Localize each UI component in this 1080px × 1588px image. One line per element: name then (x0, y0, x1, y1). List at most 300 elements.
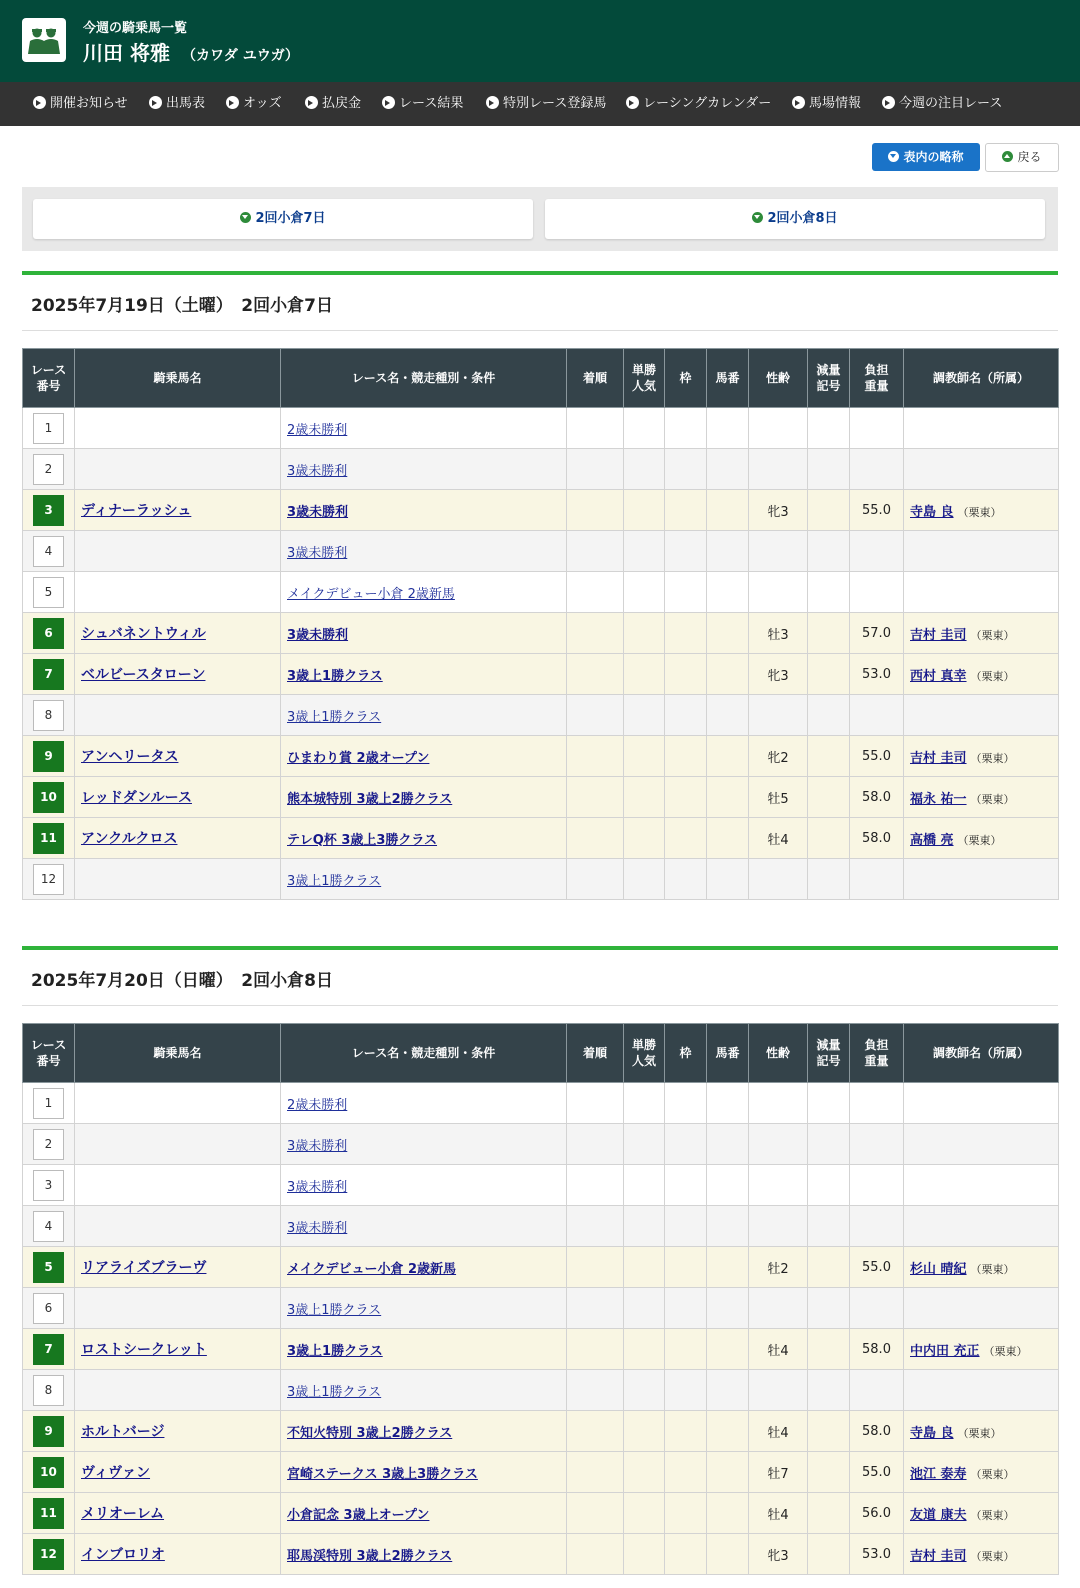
weight-cell (850, 859, 904, 900)
horse-number-cell (707, 736, 749, 777)
race-link[interactable]: 3歳上1勝クラス (287, 1302, 382, 1318)
reduction-cell (808, 1083, 850, 1124)
race-link[interactable]: 3歳上1勝クラス (287, 709, 382, 725)
race-link[interactable]: 3歳上1勝クラス (287, 668, 383, 684)
column-header-reduction: 減量 記号 (808, 349, 850, 408)
reduction-cell (808, 736, 850, 777)
race-link[interactable]: 小倉記念 3歳上オープン (287, 1507, 430, 1523)
race-number-badge: 10 (33, 1457, 64, 1488)
race-number-cell (23, 654, 75, 695)
horse-link[interactable]: メリオーレム (81, 1506, 165, 1522)
horse-cell (75, 695, 281, 736)
race-number-badge: 5 (33, 1252, 64, 1283)
race-cell (281, 613, 567, 654)
frame-cell (665, 1329, 707, 1370)
column-header-trainer: 調教師名（所属） (904, 1024, 1059, 1083)
trainer-cell (904, 490, 1059, 531)
race-link[interactable]: 2歳未勝利 (287, 422, 348, 438)
race-cell (281, 1329, 567, 1370)
weight-cell (850, 695, 904, 736)
trainer-cell (904, 1083, 1059, 1124)
trainer-affiliation: （栗東） (970, 1549, 1015, 1563)
race-link[interactable]: 3歳上1勝クラス (287, 1384, 382, 1400)
chevron-down-icon (752, 212, 763, 223)
reduction-cell (808, 1329, 850, 1370)
horse-number-cell (707, 531, 749, 572)
horse-cell (75, 654, 281, 695)
weight-cell (850, 1083, 904, 1124)
race-number-badge: 2 (33, 454, 64, 485)
finish-cell (567, 859, 624, 900)
race-link[interactable]: テレQ杯 3歳上3勝クラス (287, 832, 438, 848)
popularity-cell (624, 490, 665, 531)
race-number-badge: 6 (33, 618, 64, 649)
race-cell (281, 1083, 567, 1124)
finish-cell (567, 1452, 624, 1493)
race-link[interactable]: 不知火特別 3歳上2勝クラス (287, 1425, 453, 1441)
trainer-cell (904, 1247, 1059, 1288)
popularity-cell (624, 1206, 665, 1247)
table-row (23, 1206, 1059, 1247)
section-divider (22, 271, 1058, 275)
table-row (23, 408, 1059, 449)
reduction-cell (808, 1493, 850, 1534)
horse-link[interactable]: リアライズブラーヴ (81, 1260, 207, 1276)
finish-cell (567, 736, 624, 777)
horse-cell (75, 1370, 281, 1411)
horse-number-cell (707, 1206, 749, 1247)
race-cell (281, 490, 567, 531)
horse-number-cell (707, 449, 749, 490)
horse-link[interactable]: アンヘリータス (81, 749, 179, 765)
horse-cell (75, 1288, 281, 1329)
reduction-cell (808, 777, 850, 818)
sex-age-cell (749, 449, 808, 490)
finish-cell (567, 531, 624, 572)
frame-cell (665, 1534, 707, 1575)
horse-number-cell (707, 818, 749, 859)
reduction-cell (808, 1165, 850, 1206)
popularity-cell (624, 1411, 665, 1452)
chevron-right-icon (305, 96, 318, 109)
horse-cell (75, 736, 281, 777)
trainer-cell (904, 1124, 1059, 1165)
back-button[interactable]: 戻る (985, 143, 1059, 172)
nav-item-featured[interactable]: 今週の注目レース (882, 82, 1002, 126)
race-number-cell (23, 1329, 75, 1370)
race-link[interactable]: 3歳未勝利 (287, 627, 349, 643)
race-cell (281, 1124, 567, 1165)
race-number-cell (23, 695, 75, 736)
race-number-cell (23, 1411, 75, 1452)
page-subtitle: 今週の騎乗馬一覧 (83, 21, 188, 36)
race-link[interactable]: 3歳未勝利 (287, 1138, 348, 1154)
reduction-cell (808, 408, 850, 449)
race-cell (281, 408, 567, 449)
finish-cell (567, 613, 624, 654)
horse-number-cell (707, 695, 749, 736)
trainer-link[interactable]: 吉村 圭司 (910, 750, 967, 766)
popularity-cell (624, 1493, 665, 1534)
frame-cell (665, 777, 707, 818)
sex-age-cell: 牝3 (749, 1534, 808, 1575)
finish-cell (567, 490, 624, 531)
race-cell (281, 1493, 567, 1534)
race-link[interactable]: 2歳未勝利 (287, 1097, 348, 1113)
weight-cell: 55.0 (850, 1452, 904, 1493)
sex-age-cell: 牡4 (749, 818, 808, 859)
table-row (23, 531, 1059, 572)
table-row (23, 1452, 1059, 1493)
horse-link[interactable]: ヴィヴァン (81, 1465, 151, 1481)
trainer-cell (904, 531, 1059, 572)
race-number-cell (23, 1493, 75, 1534)
race-number-badge: 1 (33, 413, 64, 444)
trainer-link[interactable]: 西村 真幸 (910, 668, 967, 684)
frame-cell (665, 818, 707, 859)
race-link[interactable]: 宮崎ステークス 3歳上3勝クラス (287, 1466, 478, 1482)
trainer-cell (904, 654, 1059, 695)
popularity-cell (624, 1329, 665, 1370)
column-header-horse: 騎乗馬名 (75, 1024, 281, 1083)
sex-age-cell (749, 1124, 808, 1165)
table-row (23, 1411, 1059, 1452)
race-cell (281, 531, 567, 572)
race-cell (281, 695, 567, 736)
table-row (23, 654, 1059, 695)
weight-cell: 56.0 (850, 1493, 904, 1534)
table-row (23, 613, 1059, 654)
horse-cell (75, 408, 281, 449)
race-number-cell (23, 1083, 75, 1124)
finish-cell (567, 1493, 624, 1534)
trainer-link[interactable]: 中内田 充正 (910, 1343, 980, 1359)
finish-cell (567, 572, 624, 613)
trainer-link[interactable]: 池江 泰寿 (910, 1466, 967, 1482)
reduction-cell (808, 572, 850, 613)
weight-cell (850, 572, 904, 613)
column-header-horse: 騎乗馬名 (75, 349, 281, 408)
sex-age-cell (749, 1083, 808, 1124)
race-number-cell (23, 531, 75, 572)
frame-cell (665, 859, 707, 900)
race-table (22, 1023, 1059, 1575)
reduction-cell (808, 613, 850, 654)
table-row (23, 1534, 1059, 1575)
horse-link[interactable]: インブロリオ (81, 1547, 165, 1563)
sex-age-cell (749, 695, 808, 736)
race-number-badge: 12 (33, 864, 64, 895)
frame-cell (665, 1083, 707, 1124)
race-number-cell (23, 777, 75, 818)
column-header-horse-no: 馬番 (707, 349, 749, 408)
weight-cell: 57.0 (850, 613, 904, 654)
finish-cell (567, 1534, 624, 1575)
finish-cell (567, 1083, 624, 1124)
frame-cell (665, 1411, 707, 1452)
chevron-right-icon (149, 96, 162, 109)
frame-cell (665, 736, 707, 777)
reduction-cell (808, 695, 850, 736)
column-header-sex-age: 性齢 (749, 1024, 808, 1083)
race-cell (281, 449, 567, 490)
trainer-affiliation: （栗東） (970, 628, 1015, 642)
trainer-link[interactable]: 友道 康夫 (910, 1507, 967, 1523)
reduction-cell (808, 1247, 850, 1288)
trainer-cell (904, 1534, 1059, 1575)
frame-cell (665, 1452, 707, 1493)
frame-cell (665, 1206, 707, 1247)
race-number-cell (23, 613, 75, 654)
table-row (23, 818, 1059, 859)
race-link[interactable]: 3歳未勝利 (287, 504, 349, 520)
nav-item-shutuba[interactable]: 出馬表 (149, 82, 205, 126)
trainer-affiliation: （栗東） (983, 1344, 1028, 1358)
race-number-badge: 11 (33, 823, 64, 854)
race-number-badge: 10 (33, 782, 64, 813)
nav-item-haraimodoshi[interactable]: 払戻金 (305, 82, 361, 126)
chevron-down-icon (888, 151, 899, 162)
horse-link[interactable]: ディナーラッシュ (81, 503, 192, 519)
nav-item-track-info[interactable]: 馬場情報 (792, 82, 861, 126)
trainer-link[interactable]: 吉村 圭司 (910, 1548, 967, 1564)
chevron-right-icon (382, 96, 395, 109)
abbreviations-button[interactable]: 表内の略称 (872, 143, 980, 171)
horse-number-cell (707, 1452, 749, 1493)
race-number-badge: 8 (33, 1375, 64, 1406)
popularity-cell (624, 1370, 665, 1411)
reduction-cell (808, 1288, 850, 1329)
race-link[interactable]: 3歳未勝利 (287, 463, 348, 479)
weight-cell (850, 1370, 904, 1411)
column-header-race: レース名・競走種別・条件 (281, 349, 567, 408)
horse-number-cell (707, 1493, 749, 1534)
horse-cell (75, 1083, 281, 1124)
popularity-cell (624, 777, 665, 818)
race-number-badge: 4 (33, 1211, 64, 1242)
weight-cell: 55.0 (850, 736, 904, 777)
frame-cell (665, 1288, 707, 1329)
chevron-right-icon (882, 96, 895, 109)
trainer-link[interactable]: 吉村 圭司 (910, 627, 967, 643)
sex-age-cell: 牝2 (749, 736, 808, 777)
trainer-link[interactable]: 寺島 良 (910, 504, 954, 520)
horse-cell (75, 531, 281, 572)
race-cell (281, 1247, 567, 1288)
reduction-cell (808, 1452, 850, 1493)
sex-age-cell (749, 1370, 808, 1411)
sex-age-cell (749, 531, 808, 572)
frame-cell (665, 1493, 707, 1534)
section-title: 2025年7月19日（土曜） 2回小倉7日 (31, 296, 333, 316)
weight-cell: 58.0 (850, 777, 904, 818)
horse-cell (75, 572, 281, 613)
race-number-cell (23, 736, 75, 777)
race-cell (281, 1288, 567, 1329)
weight-cell (850, 449, 904, 490)
trainer-affiliation: （栗東） (970, 792, 1015, 806)
frame-cell (665, 449, 707, 490)
race-link[interactable]: ひまわり賞 2歳オープン (287, 750, 430, 766)
horse-number-cell (707, 859, 749, 900)
horse-link[interactable]: ホルトバージ (81, 1424, 165, 1440)
weight-cell: 55.0 (850, 1247, 904, 1288)
race-cell (281, 1534, 567, 1575)
finish-cell (567, 1165, 624, 1206)
column-header-weight: 負担 重量 (850, 349, 904, 408)
horse-number-cell (707, 1288, 749, 1329)
race-cell (281, 859, 567, 900)
race-cell (281, 1452, 567, 1493)
popularity-cell (624, 736, 665, 777)
race-link[interactable]: 3歳未勝利 (287, 1220, 348, 1236)
reduction-cell (808, 1534, 850, 1575)
frame-cell (665, 1124, 707, 1165)
race-link[interactable]: 3歳上1勝クラス (287, 873, 382, 889)
race-link[interactable]: メイクデビュー小倉 2歳新馬 (287, 586, 455, 602)
tab-day-8[interactable]: 2回小倉8日 (545, 199, 1045, 239)
frame-cell (665, 1165, 707, 1206)
race-number-cell (23, 1124, 75, 1165)
sex-age-cell: 牡4 (749, 1493, 808, 1534)
race-number-cell (23, 490, 75, 531)
trainer-affiliation: （栗東） (957, 833, 1002, 847)
race-link[interactable]: 3歳未勝利 (287, 545, 348, 561)
popularity-cell (624, 572, 665, 613)
nav-item-results[interactable]: レース結果 (382, 82, 463, 126)
trainer-affiliation: （栗東） (970, 751, 1015, 765)
trainer-affiliation: （栗東） (957, 1426, 1002, 1440)
horse-link[interactable]: ロストシークレット (81, 1342, 207, 1358)
table-row (23, 1288, 1059, 1329)
reduction-cell (808, 1370, 850, 1411)
race-number-cell (23, 1288, 75, 1329)
weight-cell (850, 1124, 904, 1165)
popularity-cell (624, 449, 665, 490)
sex-age-cell (749, 859, 808, 900)
horse-cell (75, 1452, 281, 1493)
race-link[interactable]: 耶馬渓特別 3歳上2勝クラス (287, 1548, 453, 1564)
finish-cell (567, 1247, 624, 1288)
sex-age-cell (749, 572, 808, 613)
sex-age-cell (749, 1165, 808, 1206)
tab-day-7[interactable]: 2回小倉7日 (33, 199, 533, 239)
horse-cell (75, 1329, 281, 1370)
race-number-badge: 7 (33, 659, 64, 690)
trainer-link[interactable]: 杉山 晴紀 (910, 1261, 967, 1277)
race-link[interactable]: メイクデビュー小倉 2歳新馬 (287, 1261, 457, 1277)
horse-link[interactable]: シュバネントウィル (81, 626, 206, 642)
nav-item-kaisai[interactable]: 開催お知らせ (33, 82, 128, 126)
column-header-finish: 着順 (567, 349, 624, 408)
trainer-affiliation: （栗東） (970, 1467, 1015, 1481)
reduction-cell (808, 490, 850, 531)
horse-cell (75, 490, 281, 531)
horse-cell (75, 859, 281, 900)
race-number-badge: 12 (33, 1539, 64, 1570)
sex-age-cell: 牡4 (749, 1411, 808, 1452)
trainer-link[interactable]: 福永 祐一 (910, 791, 967, 807)
section-rule (22, 1005, 1058, 1006)
finish-cell (567, 654, 624, 695)
finish-cell (567, 408, 624, 449)
reduction-cell (808, 818, 850, 859)
finish-cell (567, 1124, 624, 1165)
horse-number-cell (707, 654, 749, 695)
trainer-link[interactable]: 高橋 亮 (910, 832, 954, 848)
horse-link[interactable]: アンクルクロス (81, 831, 178, 847)
race-cell (281, 1370, 567, 1411)
column-header-finish: 着順 (567, 1024, 624, 1083)
column-header-frame: 枠 (665, 1024, 707, 1083)
race-number-badge: 5 (33, 577, 64, 608)
horse-cell (75, 1534, 281, 1575)
race-cell (281, 1165, 567, 1206)
horse-number-cell (707, 613, 749, 654)
race-number-cell (23, 859, 75, 900)
column-header-frame: 枠 (665, 349, 707, 408)
trainer-affiliation: （栗東） (970, 669, 1015, 683)
jockey-kana: （カワダ ユウガ） (181, 48, 299, 64)
horse-link[interactable]: ベルビースタローン (81, 667, 206, 683)
race-number-cell (23, 572, 75, 613)
trainer-link[interactable]: 寺島 良 (910, 1425, 954, 1441)
frame-cell (665, 654, 707, 695)
trainer-cell (904, 1165, 1059, 1206)
horse-number-cell (707, 1124, 749, 1165)
finish-cell (567, 695, 624, 736)
race-number-badge: 1 (33, 1088, 64, 1119)
horse-cell (75, 1206, 281, 1247)
race-number-badge: 3 (33, 1170, 64, 1201)
trainer-affiliation: （栗東） (970, 1262, 1015, 1276)
race-number-badge: 4 (33, 536, 64, 567)
popularity-cell (624, 1083, 665, 1124)
nav-item-odds[interactable]: オッズ (226, 82, 282, 126)
trainer-cell (904, 859, 1059, 900)
chevron-right-icon (226, 96, 239, 109)
sex-age-cell: 牝3 (749, 654, 808, 695)
race-number-cell (23, 1165, 75, 1206)
weight-cell (850, 1288, 904, 1329)
frame-cell (665, 408, 707, 449)
horse-link[interactable]: レッドダンルース (81, 790, 192, 806)
table-row (23, 859, 1059, 900)
sex-age-cell: 牡5 (749, 777, 808, 818)
popularity-cell (624, 859, 665, 900)
trainer-cell (904, 736, 1059, 777)
race-number-badge: 9 (33, 1416, 64, 1447)
finish-cell (567, 777, 624, 818)
nav-item-special-entries[interactable]: 特別レース登録馬 (486, 82, 606, 126)
chevron-right-icon (626, 96, 639, 109)
race-cell (281, 1411, 567, 1452)
sex-age-cell: 牡3 (749, 613, 808, 654)
race-link[interactable]: 3歳上1勝クラス (287, 1343, 383, 1359)
sex-age-cell: 牡7 (749, 1452, 808, 1493)
race-link[interactable]: 熊本城特別 3歳上2勝クラス (287, 791, 453, 807)
horse-number-cell (707, 408, 749, 449)
race-number-badge: 9 (33, 741, 64, 772)
column-header-horse-no: 馬番 (707, 1024, 749, 1083)
trainer-cell (904, 449, 1059, 490)
chevron-right-icon (486, 96, 499, 109)
race-link[interactable]: 3歳未勝利 (287, 1179, 348, 1195)
chevron-down-icon (240, 212, 251, 223)
trainer-affiliation: （栗東） (970, 1508, 1015, 1522)
nav-item-calendar[interactable]: レーシングカレンダー (626, 82, 771, 126)
weight-cell (850, 1165, 904, 1206)
